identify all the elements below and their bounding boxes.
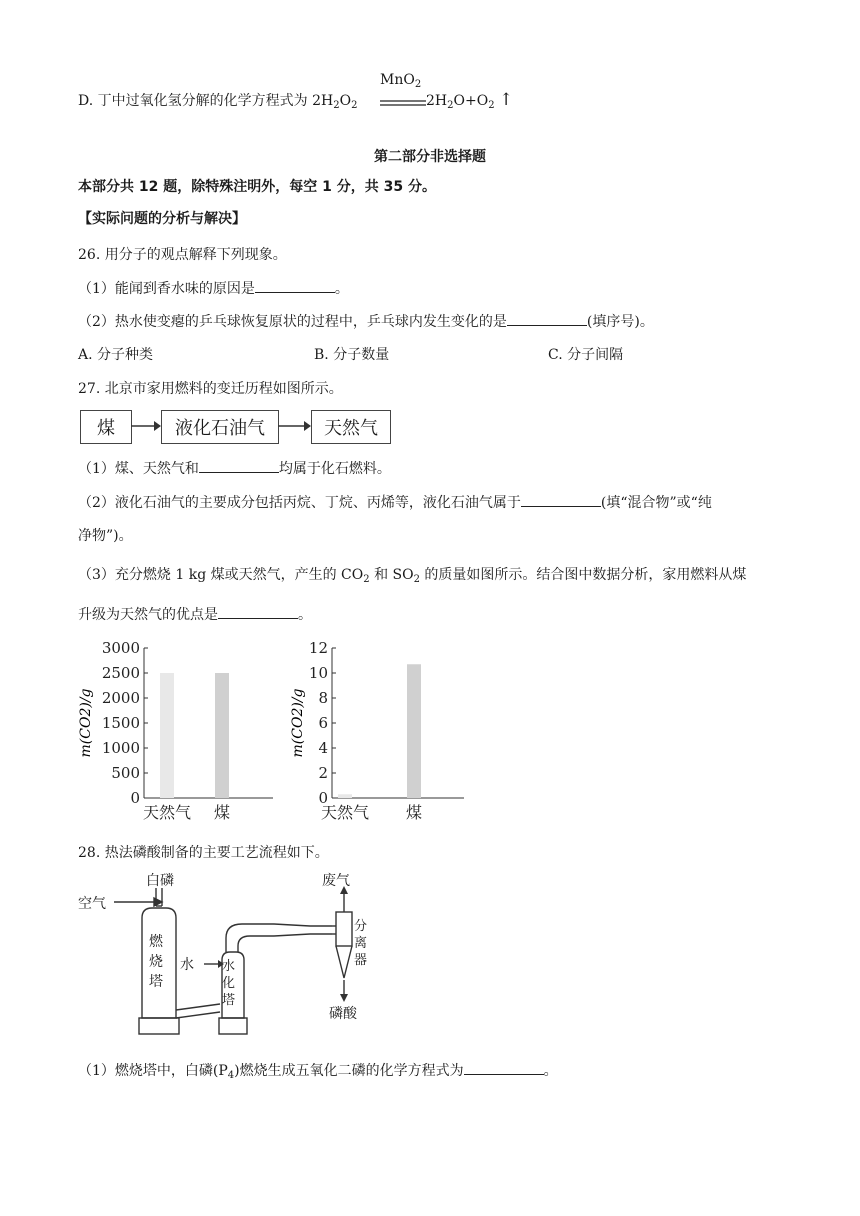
section-description: 本部分共 12 题，除特殊注明外，每空 1 分，共 35 分。	[78, 179, 436, 195]
y-tick-label: 500	[111, 764, 140, 782]
y-tick-label: 0	[318, 789, 328, 807]
label-water: 水	[180, 957, 194, 973]
q28-part1: （1）燃烧塔中，白磷$(P_4)$燃烧生成五氧化二磷的化学方程式为 。	[78, 1063, 558, 1081]
q26-option-b: B. 分子数量	[314, 347, 390, 363]
label-air: 空气	[78, 896, 106, 912]
up-arrow-icon: ↑	[499, 90, 514, 110]
y-axis-label: m(CO2)/g	[290, 688, 306, 758]
option-d-prefix: D. 丁中过氧化氢分解的化学方程式为 2H	[78, 93, 334, 109]
label-waste-gas: 废气	[322, 873, 350, 889]
q27-part3-cont: 升级为天然气的优点是 。	[78, 607, 312, 623]
bar	[338, 794, 352, 798]
label-hydration-tower: 水 化 塔	[222, 959, 236, 1008]
flow-arrow-icon	[131, 419, 161, 437]
x-tick-label: 煤	[213, 803, 231, 822]
flow-box-natural-gas: 天然气	[311, 410, 391, 444]
q26-option-a: A. 分子种类	[78, 347, 154, 363]
y-tick-label: 1500	[101, 714, 140, 732]
y-tick-label: 4	[318, 739, 328, 757]
q27-part1: （1）煤、天然气和 均属于化石燃料。	[78, 461, 391, 477]
q26-part2: （2）热水使变瘪的乒乓球恢复原状的过程中，乒乓球内发生变化的是 (填序号)。	[78, 314, 654, 330]
bar	[160, 673, 174, 798]
bar	[407, 664, 421, 798]
equals-sign	[380, 95, 426, 111]
x-tick-label: 天然气	[320, 803, 370, 822]
so2-bar-chart	[290, 636, 480, 826]
flow-box-lpg: 液化石油气	[161, 410, 279, 444]
q27-part2: （2）液化石油气的主要成分包括丙烷、丁烷、丙烯等，液化石油气属于 (填“混合物”或“纯	[78, 495, 712, 511]
catalyst-label: MnO$_2$	[380, 72, 422, 90]
flow-box-coal: 煤	[80, 410, 132, 444]
y-tick-label: 8	[318, 689, 328, 707]
x-tick-label: 天然气	[142, 803, 192, 822]
q27-part3: （3）充分燃烧 1 kg 煤或天然气，产生的 $CO_2$ 和 $SO_2$ 的质量如图所示。结合图中数据分析，家用燃料从煤	[78, 567, 747, 585]
y-tick-label: 10	[308, 664, 328, 682]
answer-blank[interactable]	[255, 280, 335, 293]
answer-blank[interactable]	[507, 313, 587, 326]
flow-arrow-icon	[278, 419, 311, 437]
bar	[215, 673, 229, 798]
section-title: 第二部分非选择题	[374, 149, 486, 165]
answer-blank[interactable]	[199, 460, 279, 473]
answer-blank[interactable]	[464, 1062, 544, 1075]
q26-part1: （1）能闻到香水味的原因是 。	[78, 281, 349, 297]
q27-part2-cont: 净物”)。	[78, 528, 133, 544]
y-tick-label: 3000	[101, 639, 140, 657]
q26-option-c: C. 分子间隔	[548, 347, 624, 363]
y-axis-label: m(CO2)/g	[78, 688, 94, 758]
q27-stem: 27. 北京市家用燃料的变迁历程如图所示。	[78, 381, 343, 397]
x-tick-label: 煤	[405, 803, 423, 822]
y-tick-label: 2000	[101, 689, 140, 707]
q28-stem: 28. 热法磷酸制备的主要工艺流程如下。	[78, 845, 329, 861]
option-d-products: $2H_2O+O_2$ ↑	[426, 90, 514, 111]
answer-blank[interactable]	[521, 494, 601, 507]
y-tick-label: 0	[130, 789, 140, 807]
y-tick-label: 2500	[101, 664, 140, 682]
answer-blank[interactable]	[218, 606, 298, 619]
label-separator: 分 离 器	[354, 919, 368, 968]
y-tick-label: 12	[308, 639, 328, 657]
co2-bar-chart	[78, 636, 278, 826]
y-tick-label: 6	[318, 714, 328, 732]
label-phosphoric-acid: 磷酸	[329, 1006, 357, 1022]
y-tick-label: 1000	[101, 739, 140, 757]
subsection-title: 【实际问题的分析与解决】	[78, 211, 246, 227]
option-d: D. 丁中过氧化氢分解的化学方程式为 $2H_2O_2$	[78, 93, 358, 111]
y-tick-label: 2	[318, 764, 328, 782]
label-burn-tower: 燃 烧 塔	[149, 934, 163, 990]
q26-stem: 26. 用分子的观点解释下列现象。	[78, 247, 287, 263]
label-white-phosphorus: 白磷	[146, 873, 174, 889]
